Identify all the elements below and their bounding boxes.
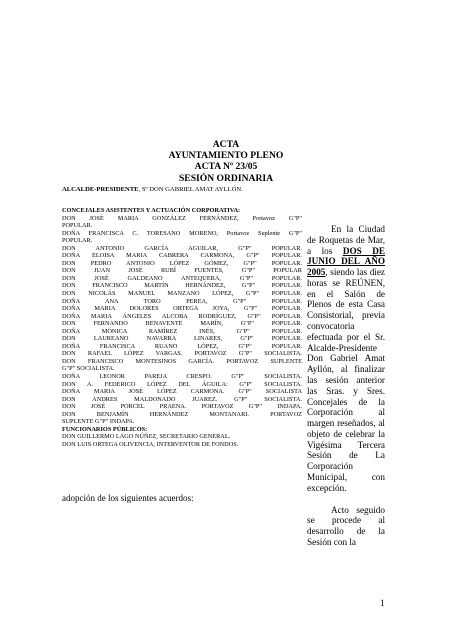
concejal-line: DOÑA MARIA JOSÉ LÓPEZ CARMONA. G"P" SOCIALISTA [62, 388, 302, 396]
concejal-line: SUPLENTE G"P" INDAPA. [62, 418, 135, 426]
acta-number: ACTA Nº 23/05 [194, 161, 258, 173]
session-date: DOS DE JUNIO DEL AÑO 2005 [307, 245, 385, 278]
concejal-line: DON FRANCISCO MONTESINOS GARCÍA. PORTAVOZ SUPLENTE [62, 357, 302, 365]
presidente-name: , Sº DON GABRIEL AMAT AYLLÓN. [138, 186, 243, 193]
concejal-line: DON JOSÉ GALDEANO ANTEQUERA, G"P" POPULAR. [62, 274, 302, 282]
funcionarios-heading: FUNCIONARIOS PÚBLICOS: [62, 425, 148, 433]
concejal-line: DON JOSÉ PORCEL PRAENA. PORTAVOZ G"P" INDAPA. [62, 403, 302, 411]
document-heading [0, 139, 452, 184]
concejal-line: DOÑA MÓNICA RAMÍREZ INÉS, G"P" POPULAR. [62, 327, 302, 335]
concejal-line: DON RAFAEL LÓPEZ VARGAS. PORTAVOZ G"P" SOCIALISTA. [62, 350, 302, 358]
opening-text: En la Ciudad de Roquetas de Mar, a los [307, 224, 385, 256]
funcionario-line: DON LUIS ORTEGA OLIVENCIA, INTERVENTOR DE FONDOS. [62, 440, 239, 448]
opening-text-rest: , siendo las diez horas se REÚNEN, en el Salón de Plenos de esta Casa Consistorial, previa convocatoria efectuada por el Sr. Alcalde-Presidente Don Gabriel Amat Ayllón, al finalizar las sesión anterior las Sras. y Sres. Concejales de la Corporación al margen reseñados, al objeto de celebrar la Vigésima Tercera Sesión de La Corporación Municipal, con excepción. [307, 267, 385, 493]
session-narrative [307, 224, 385, 548]
concejal-line: DOÑA LEONOR PAREJA CRESPO. G"P" SOCIALISTA. [62, 373, 302, 381]
concejal-line: DON ANDRES MALDONADO JUAREZ. G"P" SOCIALISTA. [62, 395, 302, 403]
closing-line: adopción de los siguientes acuerdos: [62, 493, 194, 503]
concejal-line: DON FRANCISCO MARTÍN HERNÁNDEZ, G"P" POPULAR. [62, 282, 302, 290]
concejal-line: DON JUAN JOSÉ RUBÍ FUENTES, G"P" POPULAR [62, 267, 302, 275]
presidente-label: ALCALDE-PRESIDENTE [62, 186, 139, 193]
concejal-line: POPULAR. [62, 237, 93, 245]
acto-seguido-paragraph: Acto seguido se procede al desarrollo de la Sesión con la [307, 504, 385, 547]
concejal-line: G"P" SOCIALISTA. [62, 365, 115, 373]
concejal-line: DON A. FEDERICO LÓPEZ DEL ÁGUILA: G"P" SOCIALISTA. [62, 380, 302, 388]
page-number: 1 [380, 599, 385, 609]
ayuntamiento-title: AYUNTAMIENTO PLENO [168, 150, 284, 162]
alcalde-presidente-line [62, 186, 243, 193]
concejal-line: DON LAUREANO NAVARRA LINARES, G"P" POPULAR. [62, 335, 302, 343]
concejal-line: DON BENJAMÍN HERNÁNDEZ MONTANARI. PORTAVOZ [62, 410, 302, 418]
session-type: SESIÓN ORDINARIA [178, 172, 274, 184]
opening-paragraph [307, 224, 385, 494]
concejal-line: DON ANTONIO GARCÍA AGUILAR, G"P" POPULAR. [62, 244, 302, 252]
attendees-list [62, 207, 302, 449]
concejal-line: DOÑA ANA TORO PEREA, G"P" POPULAR. [62, 297, 302, 305]
concejal-line: DON FERNANDO BENAVENTE MARÍN, G"P" POPULAR. [62, 320, 302, 328]
concejal-line: DON JOSÉ MARIA GONZÁLEZ FERNÁNDEZ, Portavoz G"P" [62, 214, 302, 222]
concejal-line: POPULAR. [62, 222, 93, 230]
concejal-line: DON NICOLÁS MANUEL MANZANO LÓPEZ, G"P" POPULAR. [62, 290, 302, 298]
concejal-line: DOÑA FRANCISCA RUANO LÓPEZ, G"P" POPULAR. [62, 342, 302, 350]
concejal-line: DOÑA MARIA DOLORES ORTEGA JOYA, G"P" POPULAR. [62, 305, 302, 313]
concejal-line: DOÑA ELOISA MARIA CABRERA CARMONA, G"P" POPULAR. [62, 252, 302, 260]
concejal-line: DOÑA MARIA ÁNGELES ALCOBA RODRÍGUEZ, G"P" POPULAR. [62, 312, 302, 320]
funcionario-line: DON GUILLERMO LAGO NÚÑEZ, SECRETARIO GENERAL. [62, 433, 231, 441]
acta-title: ACTA [212, 139, 240, 150]
concejal-line: DOÑA FRANCISCA C. TORESANO MORENO, Portavoz Suplente G"P" [62, 229, 302, 237]
concejal-line: DON PEDRO ANTONIO LÓPEZ GÓMEZ, G"P" POPULAR. [62, 259, 302, 267]
concejales-heading: CONCEJALES ASISTENTES Y ACTUACIÓN CORPORATIVA: [62, 207, 241, 214]
